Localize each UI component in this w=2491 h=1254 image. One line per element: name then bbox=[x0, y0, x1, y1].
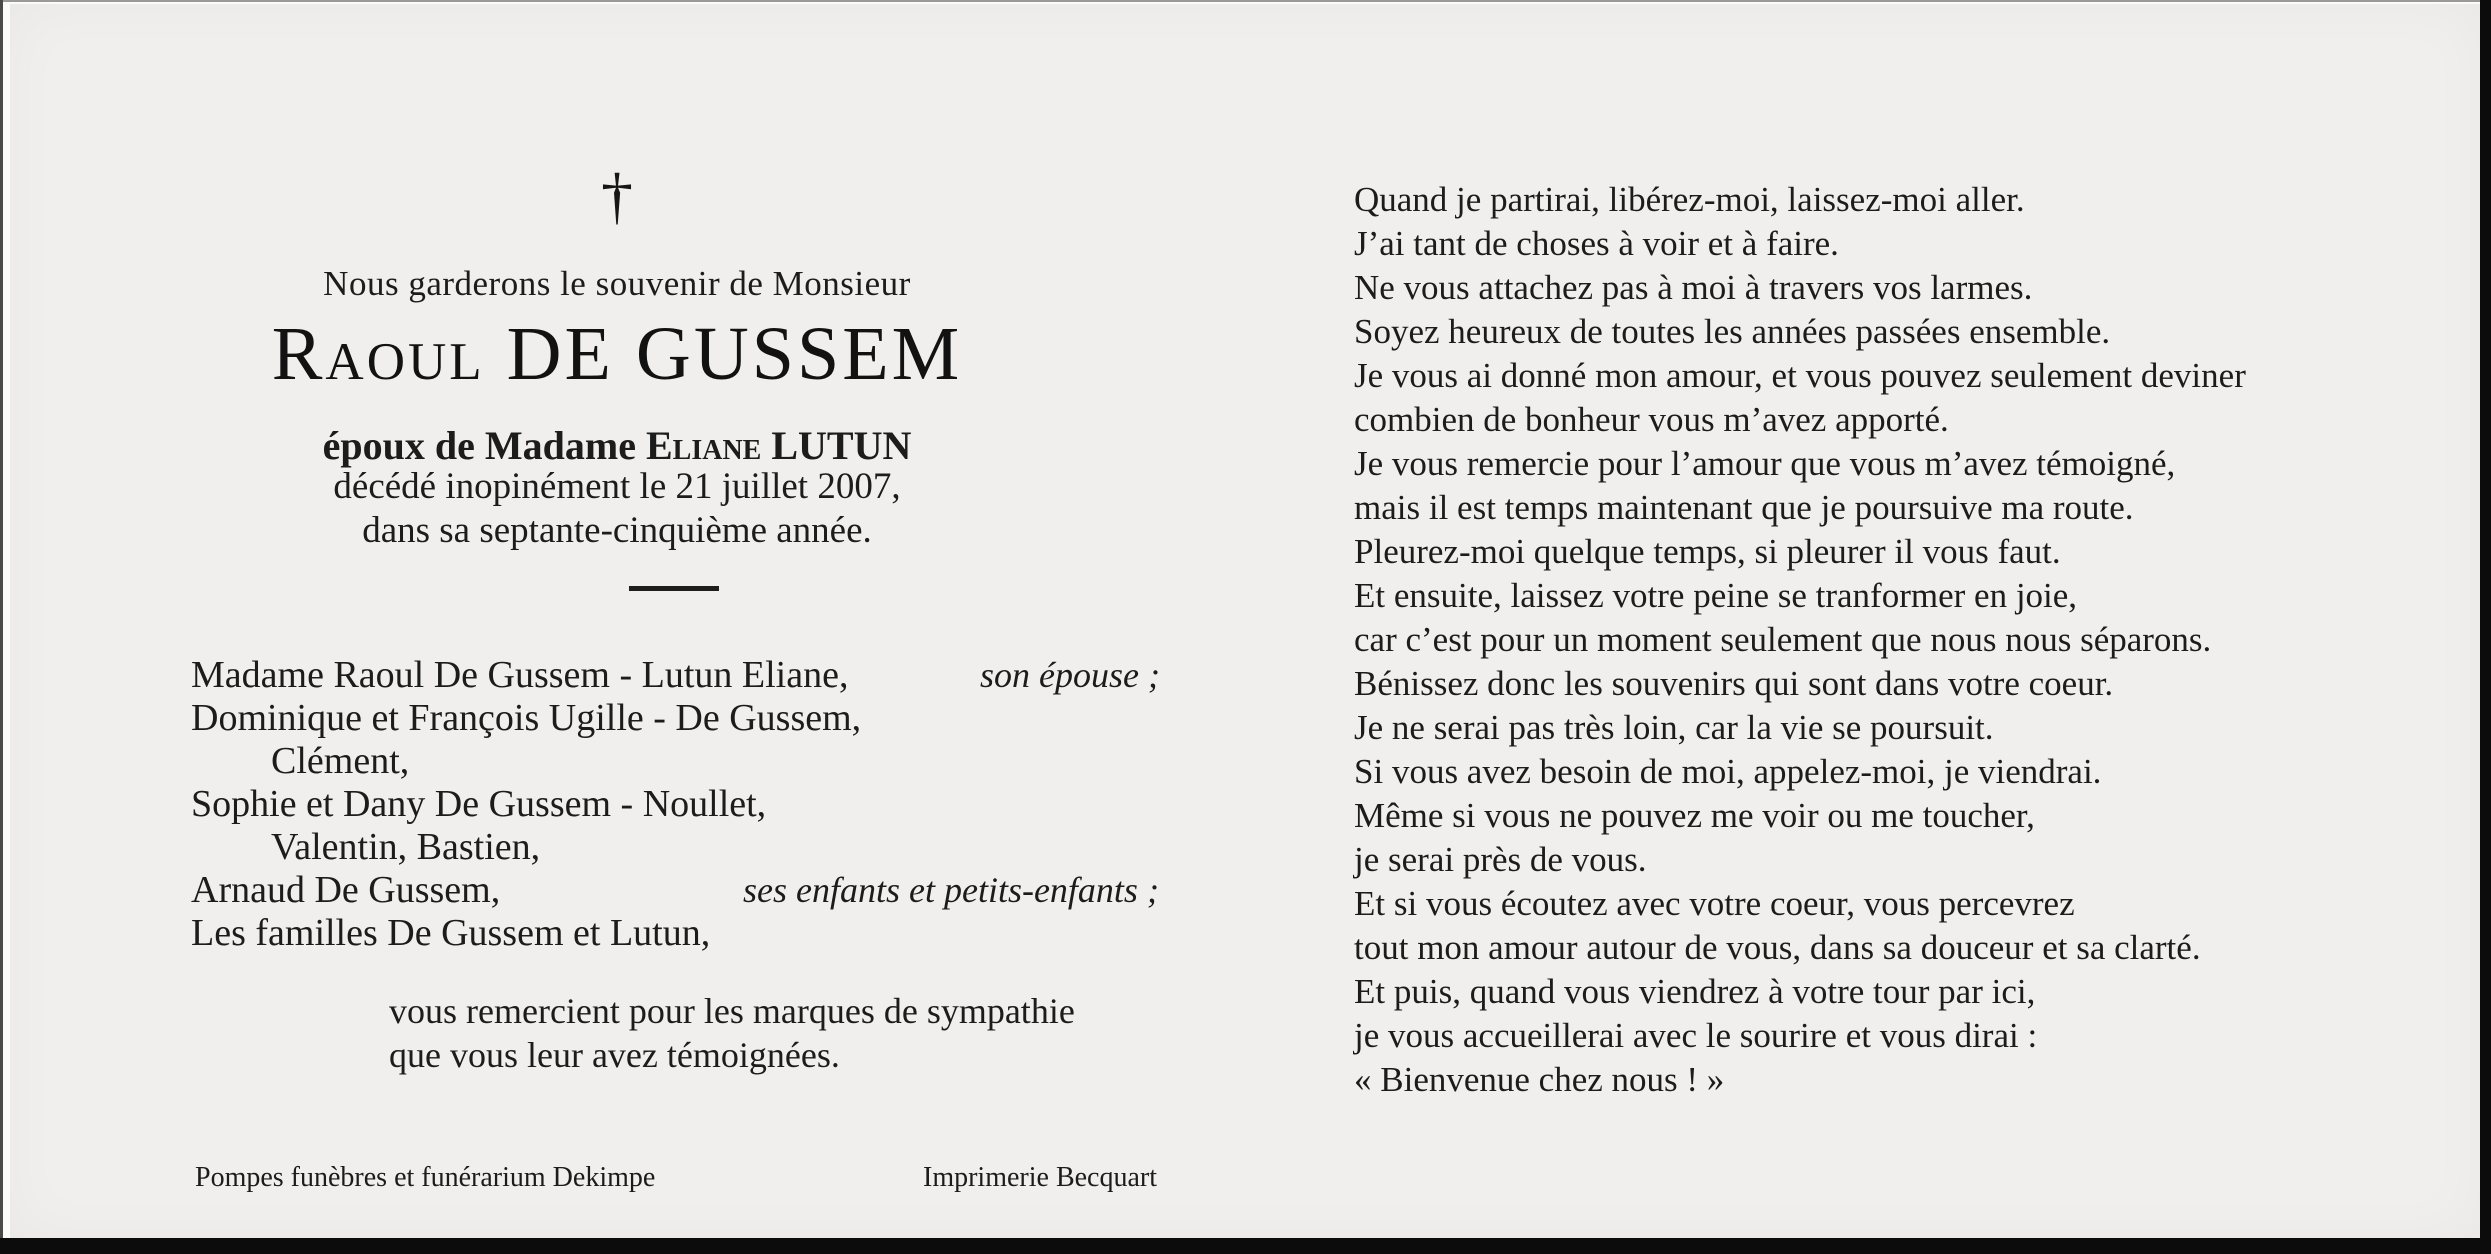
family-member: Les familles De Gussem et Lutun, bbox=[191, 912, 711, 954]
scan-edge-right bbox=[2480, 0, 2491, 1254]
funeral-home-credit: Pompes funèbres et funérarium Dekimpe bbox=[195, 1162, 656, 1193]
family-line bbox=[191, 697, 1391, 740]
spouse-name: Eliane LUTUN bbox=[645, 423, 912, 468]
death-age-line: dans sa septante-cinquième année. bbox=[362, 510, 872, 551]
poem-line: combien de bonheur vous m’avez apporté. bbox=[1354, 400, 1949, 439]
family-relation-note: ses enfants et petits-enfants ; bbox=[743, 870, 1159, 910]
poem-line: car c’est pour un moment seulement que nous nous séparons. bbox=[1354, 620, 2212, 659]
poem-line: Et si vous écoutez avec votre coeur, vous percevrez bbox=[1354, 884, 2075, 923]
thanks-line: vous remercient pour les marques de sympathie bbox=[389, 991, 1075, 1031]
poem-line: je vous accueillerai avec le sourire et vous dirai : bbox=[1354, 1016, 2038, 1055]
spouse-line bbox=[67, 423, 1167, 468]
spouse-prefix: époux de Madame bbox=[322, 423, 646, 468]
family-line bbox=[191, 912, 1391, 955]
poem-line: Et puis, quand vous viendrez à votre tour par ici, bbox=[1354, 972, 2036, 1011]
poem-line: Bénissez donc les souvenirs qui sont dans votre coeur. bbox=[1354, 664, 2114, 703]
intro-line: Nous garderons le souvenir de Monsieur bbox=[323, 264, 911, 303]
poem-line: Quand je partirai, libérez-moi, laissez-moi aller. bbox=[1354, 180, 2025, 219]
poem-line: Et ensuite, laissez votre peine se tranformer en joie, bbox=[1354, 576, 2078, 615]
poem-line: Je vous ai donné mon amour, et vous pouvez seulement deviner bbox=[1354, 356, 2246, 395]
death-date-line: décédé inopinément le 21 juillet 2007, bbox=[333, 466, 901, 507]
thanks-line: que vous leur avez témoignées. bbox=[389, 1035, 840, 1075]
poem-line: « Bienvenue chez nous ! » bbox=[1354, 1060, 1725, 1099]
family-line bbox=[191, 740, 1391, 783]
family-list bbox=[191, 654, 1391, 955]
poem-column bbox=[1354, 178, 2434, 1102]
family-member: Valentin, Bastien, bbox=[271, 826, 541, 868]
family-line bbox=[191, 826, 1391, 869]
poem-line: Ne vous attachez pas à moi à travers vos larmes. bbox=[1354, 268, 2033, 307]
scan-edge-left bbox=[0, 0, 3, 1254]
family-relation-note: son épouse ; bbox=[980, 655, 1160, 695]
scan-edge-top bbox=[0, 0, 2491, 2]
family-member: Dominique et François Ugille - De Gussem, bbox=[191, 697, 862, 739]
scan-edge-bottom bbox=[0, 1238, 2491, 1254]
memorial-card bbox=[10, 4, 2480, 1238]
poem-line: Soyez heureux de toutes les années passées ensemble. bbox=[1354, 312, 2111, 351]
poem-line: Je vous remercie pour l’amour que vous m’avez témoigné, bbox=[1354, 444, 2176, 483]
cross-icon: † bbox=[601, 160, 633, 231]
poem-line: Pleurez-moi quelque temps, si pleurer il vous faut. bbox=[1354, 532, 2061, 571]
family-line bbox=[191, 869, 1391, 912]
poem-line: Même si vous ne pouvez me voir ou me toucher, bbox=[1354, 796, 2035, 835]
poem-line: J’ai tant de choses à voir et à faire. bbox=[1354, 224, 1839, 263]
family-line bbox=[191, 783, 1391, 826]
family-member: Sophie et Dany De Gussem - Noullet, bbox=[191, 783, 767, 825]
family-line bbox=[191, 654, 1391, 697]
poem-line: Si vous avez besoin de moi, appelez-moi, je viendrai. bbox=[1354, 752, 2102, 791]
family-member: Clément, bbox=[271, 740, 410, 782]
printer-credit: Imprimerie Becquart bbox=[923, 1162, 1158, 1193]
separator-rule bbox=[629, 586, 719, 591]
deceased-name: Raoul DE GUSSEM bbox=[271, 312, 963, 396]
poem-line: tout mon amour autour de vous, dans sa douceur et sa clarté. bbox=[1354, 928, 2201, 967]
family-member: Arnaud De Gussem, bbox=[191, 869, 501, 911]
poem-line: je serai près de vous. bbox=[1354, 840, 1647, 879]
poem-line: Je ne serai pas très loin, car la vie se poursuit. bbox=[1354, 708, 1994, 747]
family-member: Madame Raoul De Gussem - Lutun Eliane, bbox=[191, 654, 849, 696]
announcement-column bbox=[67, 4, 1167, 1238]
poem-line: mais il est temps maintenant que je poursuive ma route. bbox=[1354, 488, 2134, 527]
